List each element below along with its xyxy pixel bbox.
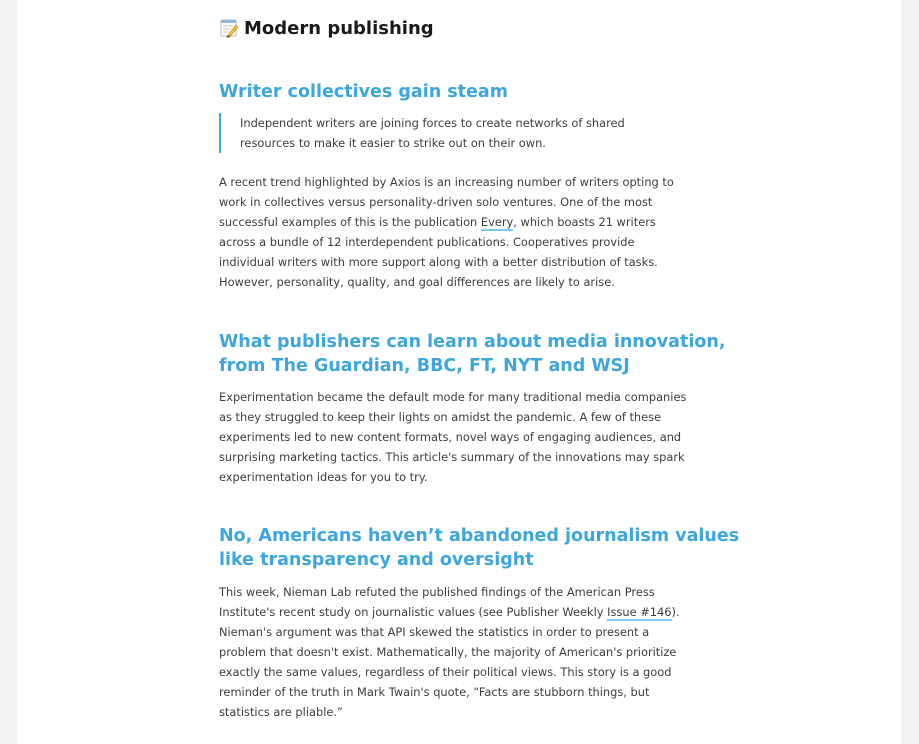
article-title[interactable]: No, Americans haven’t abandoned journalism values like transparency and oversight	[219, 526, 740, 570]
every-link[interactable]: Every	[480, 215, 514, 229]
article-summary-quote: Independent writers are joining forces to create networks of shared resources to make it easier to strike out on their own.	[219, 113, 689, 153]
article-title[interactable]: What publishers can learn about media innovation, from The Guardian, BBC, FT, NYT and WSJ	[219, 332, 726, 376]
section-heading-text: Modern publishing	[244, 17, 434, 39]
article-body: A recent trend highlighted by Axios is an increasing number of writers opting to work in collectives versus personality-driven solo ventures. One of the most successful examples of this is the publication Every, which boasts 21 writers across a bundle of 12 interdependent publications. Cooperatives provide individual writers with more support along with a better distribution of tasks. However, personality, quality, and goal differences are likely to arise.	[219, 175, 674, 289]
article-title[interactable]: Writer collectives gain steam	[219, 82, 508, 102]
memo-icon	[219, 18, 239, 38]
article-body: This week, Nieman Lab refuted the published findings of the American Press Institute's recent study on journalistic values (see Publisher Weekly Issue #146). Nieman's argument was that API skewed the statistics in order to present a problem that doesn't exist. Mathematically, the majority of American's prioritize exactly the same values, regardless of their political views. This story is a good reminder of the truth in Mark Twain's quote, “Facts are stubborn things, but statistics are pliable.”	[219, 585, 680, 719]
article-body: Experimentation became the default mode for many traditional media companies as they struggled to keep their lights on amidst the pandemic. A few of these experiments led to new content formats, novel ways of engaging audiences, and surprising marketing tactics. This article's summary of the innovations may spark experimentation ideas for you to try.	[219, 390, 687, 484]
newsletter-page	[17, 0, 901, 744]
section-heading	[219, 16, 434, 40]
issue-146-link[interactable]: Issue #146	[607, 605, 672, 619]
